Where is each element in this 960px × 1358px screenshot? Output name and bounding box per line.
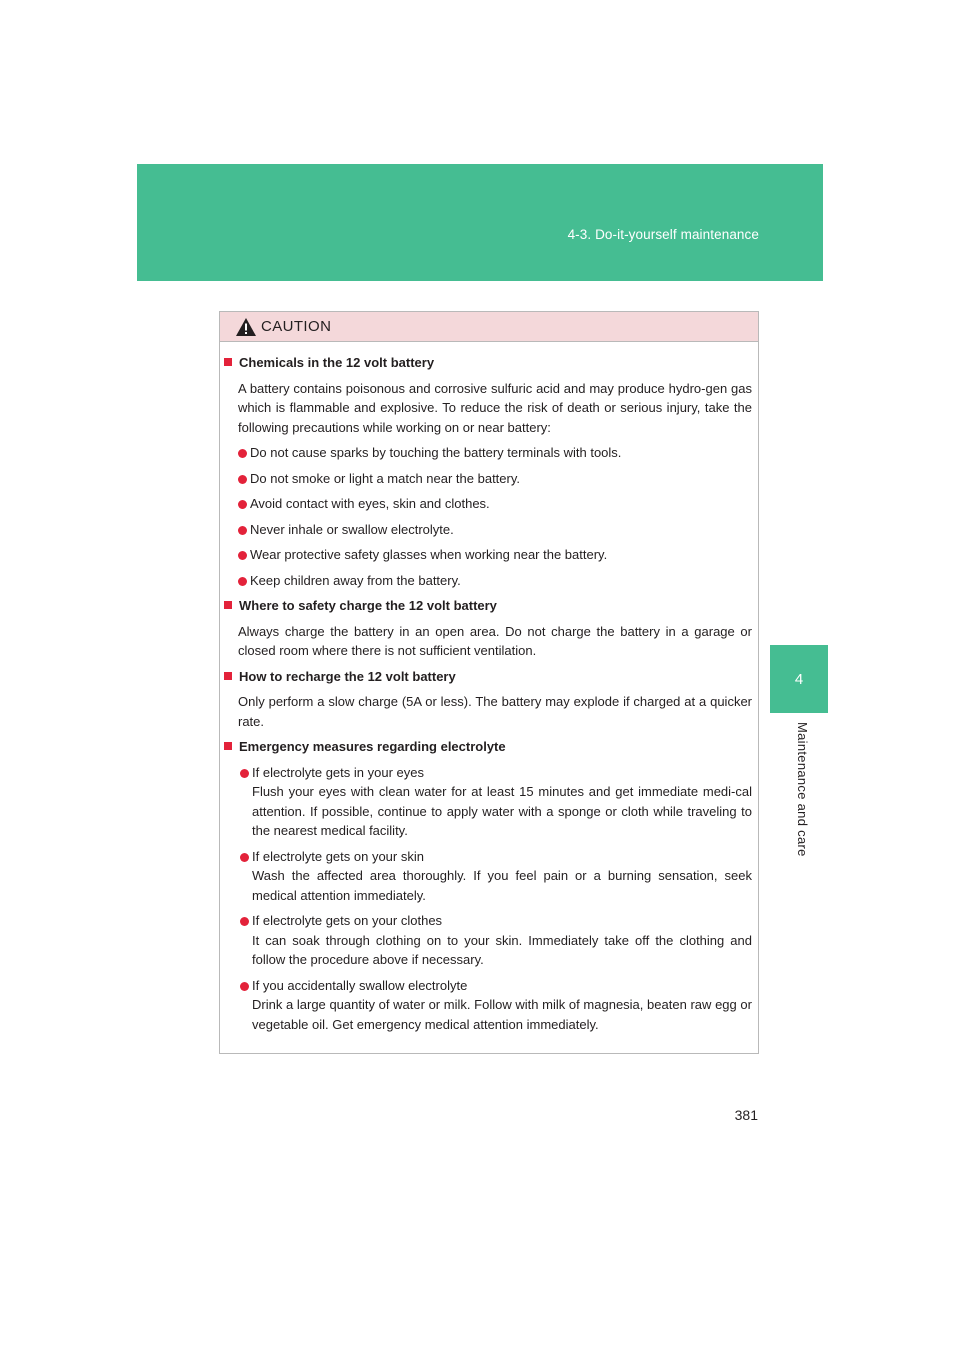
item-text: Wash the affected area thoroughly. If you feel pain or a burning sensation, seek medical attention immediately. <box>252 868 752 903</box>
section-title: 4-3. Do-it-yourself maintenance <box>567 227 759 242</box>
item-text: It can soak through clothing on to your skin. Immediately take off the clothing and follow the procedure above if necessary. <box>252 932 752 967</box>
item-title: If electrolyte gets on your skin <box>252 848 424 864</box>
square-bullet-icon <box>224 742 232 750</box>
chapter-tab <box>770 645 828 713</box>
section-heading: Where to safety charge the 12 volt battery <box>224 596 752 616</box>
circle-bullet-icon <box>238 449 247 458</box>
list-item: Do not smoke or light a match near the battery. <box>224 469 752 489</box>
circle-bullet-icon <box>238 577 247 586</box>
section-paragraph: Always charge the battery in an open area. Do not charge the battery in a garage or closed room where there is not sufficient ventilation. <box>238 623 752 658</box>
square-bullet-icon <box>224 672 232 680</box>
caution-body <box>220 342 758 1034</box>
section-heading: How to recharge the 12 volt battery <box>224 667 752 687</box>
list-item <box>224 847 752 906</box>
item-text: Drink a large quantity of water or milk. Follow with milk of magnesia, beaten raw egg or vegetable oil. Get emergency medical attention immediately. <box>252 997 752 1032</box>
chapter-number: 4 <box>794 671 804 688</box>
list-item: Avoid contact with eyes, skin and clothes. <box>224 494 752 514</box>
item-title: If electrolyte gets in your eyes <box>252 764 424 780</box>
circle-bullet-icon <box>240 769 249 778</box>
header-band <box>137 164 823 281</box>
section-paragraph: Only perform a slow charge (5A or less). The battery may explode if charged at a quicker rate. <box>238 694 752 729</box>
circle-bullet-icon <box>238 526 247 535</box>
caution-title: CAUTION <box>261 318 332 335</box>
square-bullet-icon <box>224 358 232 366</box>
circle-bullet-icon <box>238 475 247 484</box>
circle-bullet-icon <box>240 853 249 862</box>
list-item: Wear protective safety glasses when working near the battery. <box>224 545 752 565</box>
list-item <box>224 911 752 970</box>
chapter-label: Maintenance and care <box>795 722 810 857</box>
section-heading: Chemicals in the 12 volt battery <box>224 353 752 373</box>
section-paragraph: A battery contains poisonous and corrosive sulfuric acid and may produce hydro-gen gas which is flammable and explosive. To reduce the risk of death or serious injury, take the following precautions while working on or near battery: <box>238 380 752 435</box>
section-heading: Emergency measures regarding electrolyte <box>224 737 752 757</box>
warning-triangle-icon <box>235 317 257 337</box>
square-bullet-icon <box>224 601 232 609</box>
list-item: Never inhale or swallow electrolyte. <box>224 520 752 540</box>
circle-bullet-icon <box>240 982 249 991</box>
circle-bullet-icon <box>238 500 247 509</box>
item-text: Flush your eyes with clean water for at least 15 minutes and get immediate medi-cal attention. If possible, continue to apply water with a sponge or cloth while traveling to the nearest medical facility. <box>252 784 752 838</box>
circle-bullet-icon <box>240 917 249 926</box>
list-item: Do not cause sparks by touching the battery terminals with tools. <box>224 443 752 463</box>
list-item <box>224 976 752 1035</box>
item-title: If you accidentally swallow electrolyte <box>252 977 468 993</box>
list-item: Keep children away from the battery. <box>224 571 752 591</box>
caution-header <box>220 312 758 342</box>
item-title: If electrolyte gets on your clothes <box>252 913 443 928</box>
page-number: 381 <box>734 1107 758 1123</box>
circle-bullet-icon <box>238 551 247 560</box>
caution-box <box>219 311 759 1054</box>
list-item <box>224 763 752 841</box>
